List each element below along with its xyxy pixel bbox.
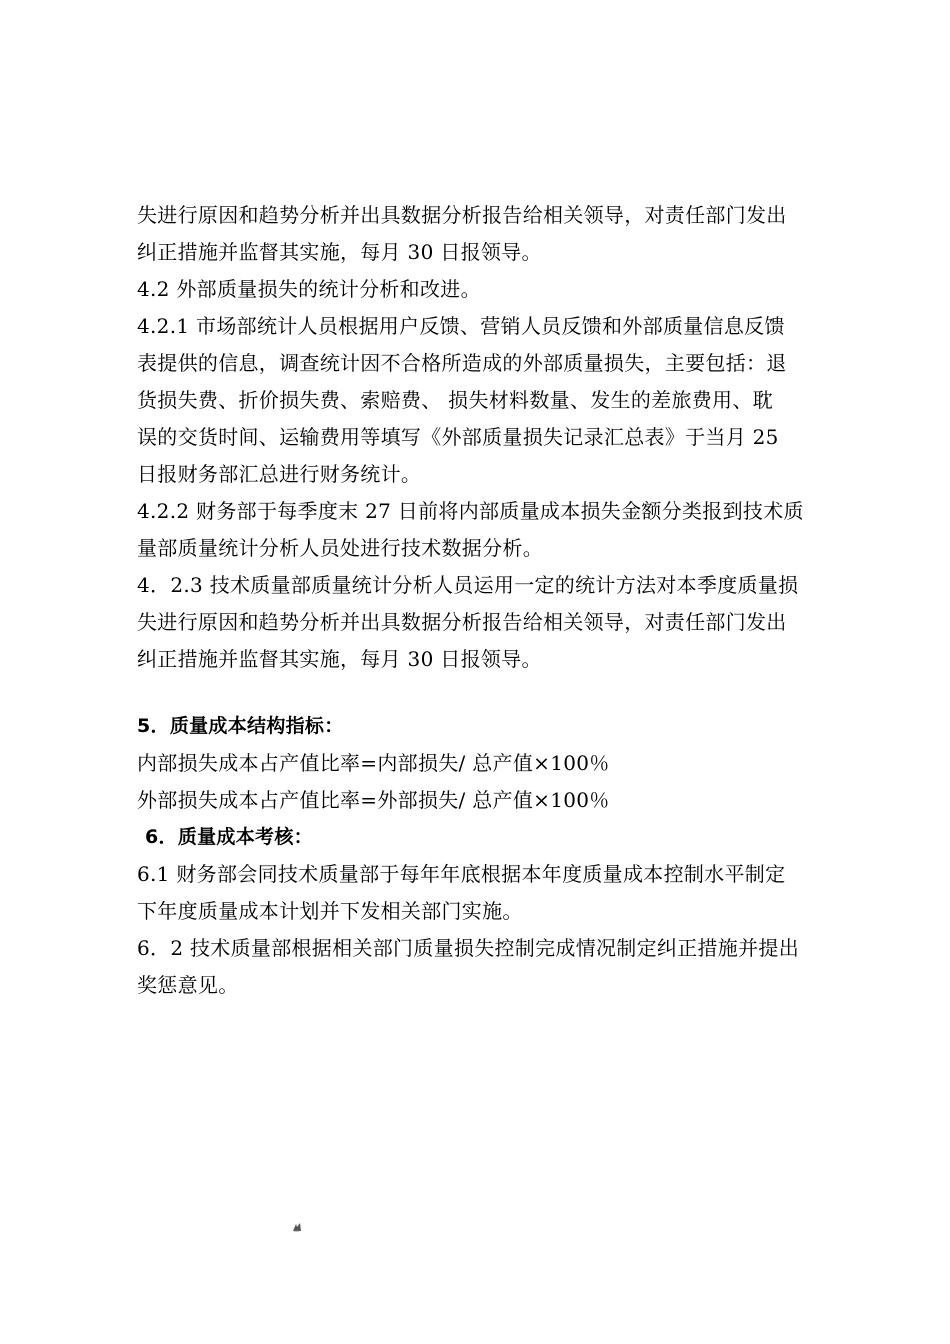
- paragraph-line: 货损失费、折价损失费、索赔费、 损失材料数量、发生的差旅费用、耽: [137, 388, 773, 412]
- paragraph-line: 误的交货时间、运输费用等填写《外部质量损失记录汇总表》于当月 25: [137, 425, 779, 449]
- paragraph-line: 失进行原因和趋势分析并出具数据分析报告给相关领导，对责任部门发出: [137, 203, 787, 227]
- section-5-heading: 5．质量成本结构指标：: [137, 715, 344, 737]
- paragraph-line: 表提供的信息，调查统计因不合格所造成的外部质量损失，主要包括：退: [137, 351, 787, 375]
- paragraph-line: 日报财务部汇总进行财务统计。: [137, 462, 422, 486]
- formula-line: 内部损失成本占产值比率=内部损失/ 总产值×100％: [137, 751, 610, 775]
- section-4-2-heading: 4.2 外部质量损失的统计分析和改进。: [137, 277, 481, 301]
- paragraph-line: 4.2.2 财务部于每季度末 27 日前将内部质量成本损失金额分类报到技术质: [137, 499, 804, 523]
- paragraph-line: 4．2.3 技术质量部质量统计分析人员运用一定的统计方法对本季度质量损: [137, 573, 799, 597]
- document-body: [137, 197, 861, 1004]
- scan-mark-icon: [291, 1221, 303, 1233]
- paragraph-line: 6．2 技术质量部根据相关部门质量损失控制完成情况制定纠正措施并提出: [137, 936, 800, 960]
- section-6-heading: 6．质量成本考核：: [145, 826, 313, 848]
- formula-line: 外部损失成本占产值比率=外部损失/ 总产值×100％: [137, 788, 610, 812]
- paragraph-line: 下年度质量成本计划并下发相关部门实施。: [137, 899, 523, 923]
- paragraph-line: 纠正措施并监督其实施，每月 30 日报领导。: [137, 240, 542, 264]
- paragraph-line: 失进行原因和趋势分析并出具数据分析报告给相关领导，对责任部门发出: [137, 610, 787, 634]
- paragraph-line: 量部质量统计分析人员处进行技术数据分析。: [137, 536, 543, 560]
- paragraph-line: 奖惩意见。: [137, 973, 239, 997]
- blank-line: [137, 678, 861, 708]
- paragraph-line: 6.1 财务部会同技术质量部于每年年底根据本年度质量成本控制水平制定: [137, 862, 786, 886]
- paragraph-line: 4.2.1 市场部统计人员根据用户反馈、营销人员反馈和外部质量信息反馈: [137, 314, 785, 338]
- paragraph-line: 纠正措施并监督其实施，每月 30 日报领导。: [137, 647, 542, 671]
